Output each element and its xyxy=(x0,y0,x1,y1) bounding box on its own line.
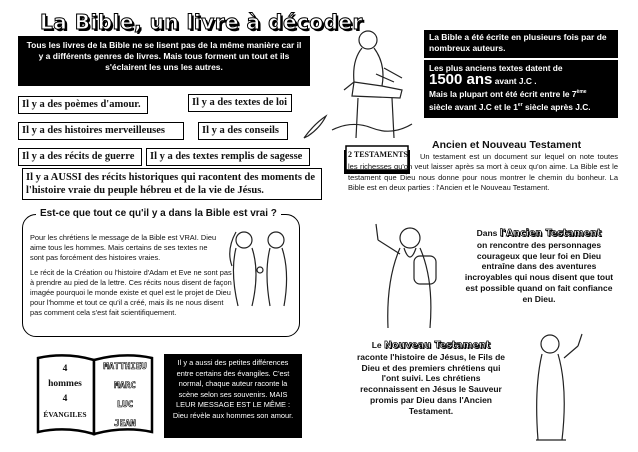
genre-sagesse: Il y a des textes remplis de sagesse xyxy=(146,148,310,166)
adam-eve-illustration xyxy=(222,226,296,310)
dates-siecle: siècle avant J.C et le 1 xyxy=(429,101,518,112)
moses-illustration xyxy=(364,220,452,332)
testaments-heading: Ancien et Nouveau Testament xyxy=(432,139,582,151)
jesus-illustration xyxy=(520,328,590,446)
nouveau-text: raconte l'histoire de Jésus, le Fils de Dieu et des premiers chrétiens qui l'ont suivi. Les chrétiens reconnaissent en Jésus le Sauveur promis par Dieu dans l'Ancien Testament. xyxy=(357,351,505,416)
genre-merveilleuses: Il y a des histoires merveilleuses xyxy=(18,122,184,140)
gospel-jean: JEAN xyxy=(114,419,136,429)
gospel-marc: MARC xyxy=(114,381,136,391)
genre-conseils: Il y a des conseils xyxy=(198,122,288,140)
gospel-matthieu: MATTHIEU xyxy=(103,362,147,372)
gospels-evangiles: ÉVANGILES xyxy=(43,410,87,419)
genre-lois: Il y a des textes de loi xyxy=(188,94,292,112)
dates-plupart: Mais la plupart ont été écrit entre le 7 xyxy=(429,88,577,99)
dates-line: Les plus anciens textes datent de xyxy=(429,63,563,73)
quill-icon xyxy=(300,112,330,142)
ancien-text: on rencontre des personnages courageux que leur foi en Dieu entraîne dans des aventures incroyables qui nous disent que tout est possible quand on fait confiance en Dieu. xyxy=(464,239,614,304)
vrai-paragraph-2: Le récit de la Création ou l'histoire d'Adam et Eve ne sont pas à prendre au pied de la lettre. Ces récits nous disent de façon imagée pourquoi le monde existe et quel est le projet de Dieu pour l'homme et tout ce qu'il a créé, mais ils ne nous disent pas comment cela s'est fait scientifiquement. xyxy=(30,267,232,318)
genre-guerre: Il y a des récits de guerre xyxy=(18,148,142,166)
dates-sup-er: er xyxy=(517,101,523,108)
evangiles-box: Il y a aussi des petites différences entre certains des évangiles. C'est normal, chaque auteur raconte la scène selon ses souvenirs. MAIS LEUR MESSAGE EST LE MÊME : Dieu révèle aux hommes son amour. xyxy=(164,354,302,438)
genre-poemes: Il y a des poèmes d'amour. xyxy=(18,96,148,114)
ancien-block xyxy=(464,228,614,305)
page-title: La Bible, un livre à décoder xyxy=(40,10,363,34)
testaments-text: Un testament est un document sur lequel on note toutes les richesses qu'on veut laisser après sa mort à ceux qu'on aime. La Bible est le testament que Dieu nous donne pour nous montrer le chemin du bonheur. La Bible est en deux parties : l'Ancien et le Nouveau Testament. xyxy=(348,152,618,192)
ancien-label: l'Ancien Testament xyxy=(499,228,602,239)
gospels-left-page xyxy=(38,362,92,422)
dates-box xyxy=(424,60,618,118)
dates-apres: siècle après J.C. xyxy=(524,101,591,112)
dates-1500: 1500 ans xyxy=(429,71,493,88)
gospels-count-1: 4 xyxy=(62,364,68,374)
dates-avant: avant J.C . xyxy=(494,76,537,86)
intro-box: Tous les livres de la Bible ne se lisent pas de la même manière car il y a différents genres de livres. Mais tous forment un tout et ils s'éclairent les uns les autres. xyxy=(18,36,310,86)
vrai-paragraph-1: Pour les chrétiens le message de la Bible est VRAI. Dieu aime tous les hommes. Mais certains de ses textes ne sont pas forcément des histoires vraies. xyxy=(30,233,217,263)
genre-historiques: Il y a AUSSI des récits historiques qui racontent des moments de l'histoire vraie du peuple hébreu et de la vie de Jésus. xyxy=(22,168,322,200)
gospels-right-page xyxy=(96,358,154,434)
nouveau-block xyxy=(352,340,510,417)
nouveau-label: Nouveau Testament xyxy=(384,340,491,351)
vrai-heading: Est-ce que tout ce qu'il y a dans la Bible est vrai ? xyxy=(36,208,281,219)
gospels-hommes: hommes xyxy=(48,379,82,389)
gospel-luc: LUC xyxy=(116,400,134,410)
scribe-illustration xyxy=(322,20,420,148)
ancien-dans: Dans xyxy=(476,228,498,238)
testaments-book-label: 2 TESTAMENTS xyxy=(348,150,408,159)
dates-sup-eme: ème xyxy=(576,89,587,95)
gospels-count-2: 4 xyxy=(62,394,68,404)
nouveau-le: Le xyxy=(371,340,382,350)
auteurs-box: La Bible a été écrite en plusieurs fois par de nombreux auteurs. xyxy=(424,30,618,58)
